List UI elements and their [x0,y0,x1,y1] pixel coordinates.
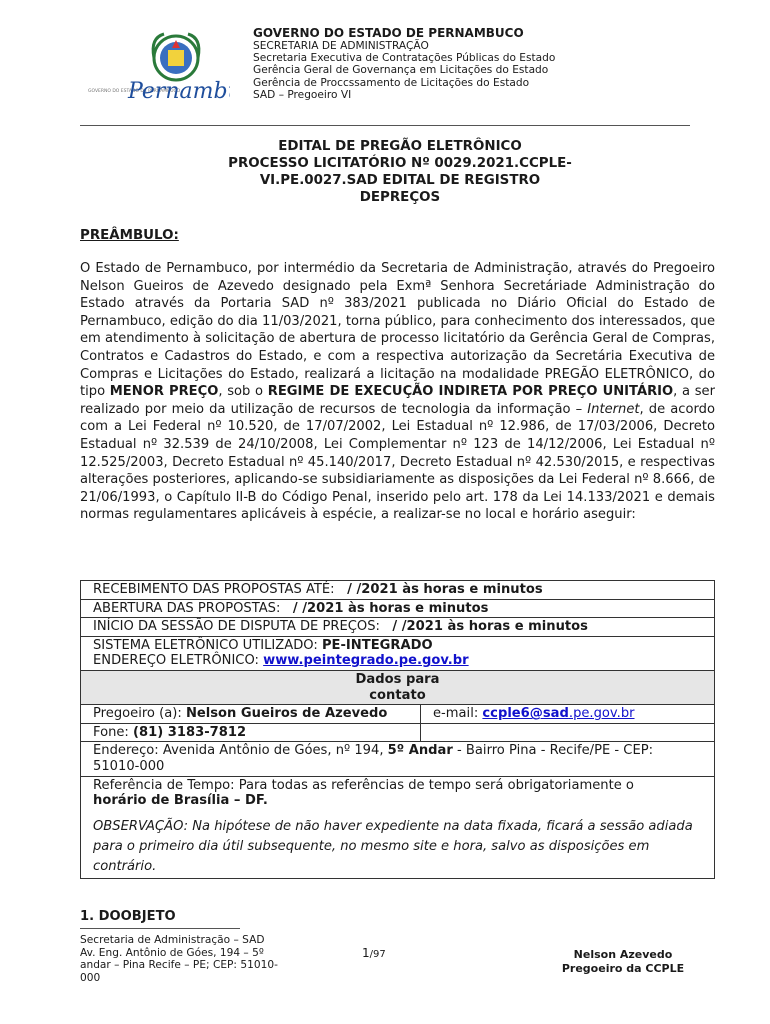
footer-line: 000 [80,971,101,984]
table-row [81,636,715,670]
inicio-value: / /2021 às horas e minutos [392,619,588,635]
signer-name: Nelson Azevedo [573,948,673,961]
endereco-text: Endereço: Avenida Antônio de Góes, nº 194, [93,743,384,759]
section-1-heading: 1. DOOBJETO [80,909,176,924]
page-current: 1 [362,946,370,960]
footer-divider [80,928,240,929]
observacao [93,817,702,877]
email-link-domain[interactable]: .pe.gov.br [568,706,635,722]
contato-header-cell [81,670,715,704]
recebimento-label: RECEBIMENTO DAS PROPOSTAS ATÉ: [93,582,335,597]
preambulo-text: , de acordo com a Lei Federal nº 10.520, de 17/07/2002, Lei Estadual nº 12.986, de 17/03/2006, Decreto Estadual nº 32.539 de 24/10/2008, Lei Complementar nº 123 de 14/12/2006, Lei Estadual nº 12.525/2003, Decreto Estadual nº 45.140/2017, Decreto Estadual nº 42.530/2015, e respectivas alterações posteriores, aplicando-se subsidiariamente as disposições da Lei Federal nº 8.666, de 21/06/1993, o Capítulo II-B do Código Penal, inserido pelo art. 178 da Lei 14.133/2021 e demais normas regulamentares aplicáveis à espécie, a realizar-se no local e horário aseguir: [80,401,715,523]
logo-small-text: GOVERNO DO ESTADO DE PERNAMBUCO [88,89,181,94]
table-cell [421,723,715,742]
table-row [81,742,715,776]
peintegrado-link[interactable]: www.peintegrado.pe.gov.br [263,653,469,669]
fone-label: Fone: [93,724,129,740]
pernambuco-coat-of-arms-icon [80,28,230,112]
abertura-label: ABERTURA DAS PROPOSTAS: [93,600,281,616]
table-cell [421,705,715,724]
header-line: Gerência Geral de Governança em Licitações do Estado [253,64,549,77]
preambulo-text: , sob o [218,384,268,400]
table-cell [81,742,715,776]
contato-header: Dados para [355,671,440,687]
table-row [81,618,715,637]
header-line: SAD – Pregoeiro VI [253,88,352,101]
table-row [81,581,715,600]
recebimento-value: / /2021 às horas e minutos [347,582,543,597]
pregoeiro-label: Pregoeiro (a): [93,706,182,722]
table-cell [81,581,715,600]
header-line: SECRETARIA DE ADMINISTRAÇÃO [253,40,429,52]
observacao-label: OBSERVAÇÃO: [93,818,189,834]
title-line: DEPREÇOS [359,190,441,205]
footer-address [80,934,310,984]
title-line: EDITAL DE PREGÃO ELETRÔNICO [278,139,522,154]
logo-text: Pernamb [128,79,228,104]
footer-line: Av. Eng. Antônio de Góes, 194 – 5º [80,946,264,959]
fone-value: (81) 3183-7812 [133,724,247,740]
table-cell [81,723,421,742]
table-row [81,670,715,704]
preambulo-text: , a ser realizado por meio da utilização de recursos de tecnologia da informação – [80,384,715,417]
observacao-text: Na hipótese de não haver expediente na data fixada, ficará a sessão adiada para o primeiro dia útil subsequente, no mesmo site e hora, salvo as disposições em contrário. [93,818,693,874]
table-cell [81,599,715,618]
email-link-user[interactable]: ccple6@sad [482,706,569,722]
table-row [81,723,715,742]
signer-role: Pregoeiro da CCPLE [561,961,685,975]
sistema-value: PE-INTEGRADO [321,637,433,653]
preambulo-paragraph [80,260,715,524]
referencia-text: Referência de Tempo: Para todas as referências de tempo será obrigatoriamente o [93,777,634,793]
abertura-value: / /2021 às horas e minutos [292,600,489,616]
header-divider [80,125,690,126]
document-title [190,138,610,206]
header-block [253,27,555,101]
preambulo-bold: MENOR PREÇO [109,384,219,400]
table-cell [81,618,715,637]
licitacao-info-table [80,580,715,879]
title-line: VI.PE.0027.SAD EDITAL DE REGISTRO [259,173,541,188]
footer-line: Secretaria de Administração – SAD [80,934,265,946]
preambulo-italic: Internet [587,401,640,417]
table-row [81,599,715,618]
inicio-label: INÍCIO DA SESSÃO DE DISPUTA DE PREÇOS: [93,619,380,635]
footer-signature [548,948,698,975]
page-number [362,946,386,960]
table-cell [81,636,715,670]
endereco-bold: 5º Andar [387,743,453,759]
endereco-eletronico-label: ENDEREÇO ELETRÔNICO: [93,653,259,669]
referencia-bold: horário de Brasília – DF. [93,793,268,809]
table-cell [81,776,715,878]
email-label: e-mail: [433,706,479,722]
preambulo-bold: REGIME DE EXECUÇÃO INDIRETA POR PREÇO UNITÁRIO [267,384,674,400]
pernambuco-logo [80,28,230,112]
header-line: Secretaria Executiva de Contratações Públicas do Estado [253,52,556,65]
title-line: PROCESSO LICITATÓRIO Nº 0029.2021.CCPLE- [228,156,572,171]
preambulo-text: O Estado de Pernambuco, por intermédio da Secretaria de Administração, através do Pregoeiro Nelson Gueiros de Azevedo designado pela Exmª Senhora Secretáriade Administração do Estado através da Portaria SAD nº 383/2021 publicada no Diário Oficial do Estado de Pernambuco, edição do dia 11/03/2021, torna público, para conhecimento dos interessados, que em atendimento à solicitação de abertura de processo licitatório da Gerência Geral de Compras, Contratos e Cadastros do Estado, e com a respectiva autorização da Secretária Executiva de Compras e Licitações do Estado, realizará a licitação na modalidade PREGÃO ELETRÔNICO, do tipo [80,261,715,400]
table-cell [81,705,421,724]
header-line: GOVERNO DO ESTADO DE PERNAMBUCO [253,26,524,40]
endereco-rest: - Bairro Pina - Recife/PE - CEP: 51010-000 [93,743,654,774]
pregoeiro-value: Nelson Gueiros de Azevedo [185,706,388,722]
contato-header: contato [369,687,426,703]
table-row [81,776,715,878]
preambulo-heading: PREÂMBULO: [80,228,179,243]
footer-line: andar – Pina Recife – PE; CEP: 51010- [80,959,278,972]
header-line: Gerência de Proccssamento de Licitações do Estado [253,76,530,89]
sistema-label: SISTEMA ELETRÔNICO UTILIZADO: [93,637,318,653]
table-row [81,705,715,724]
page-total: /97 [369,949,386,960]
